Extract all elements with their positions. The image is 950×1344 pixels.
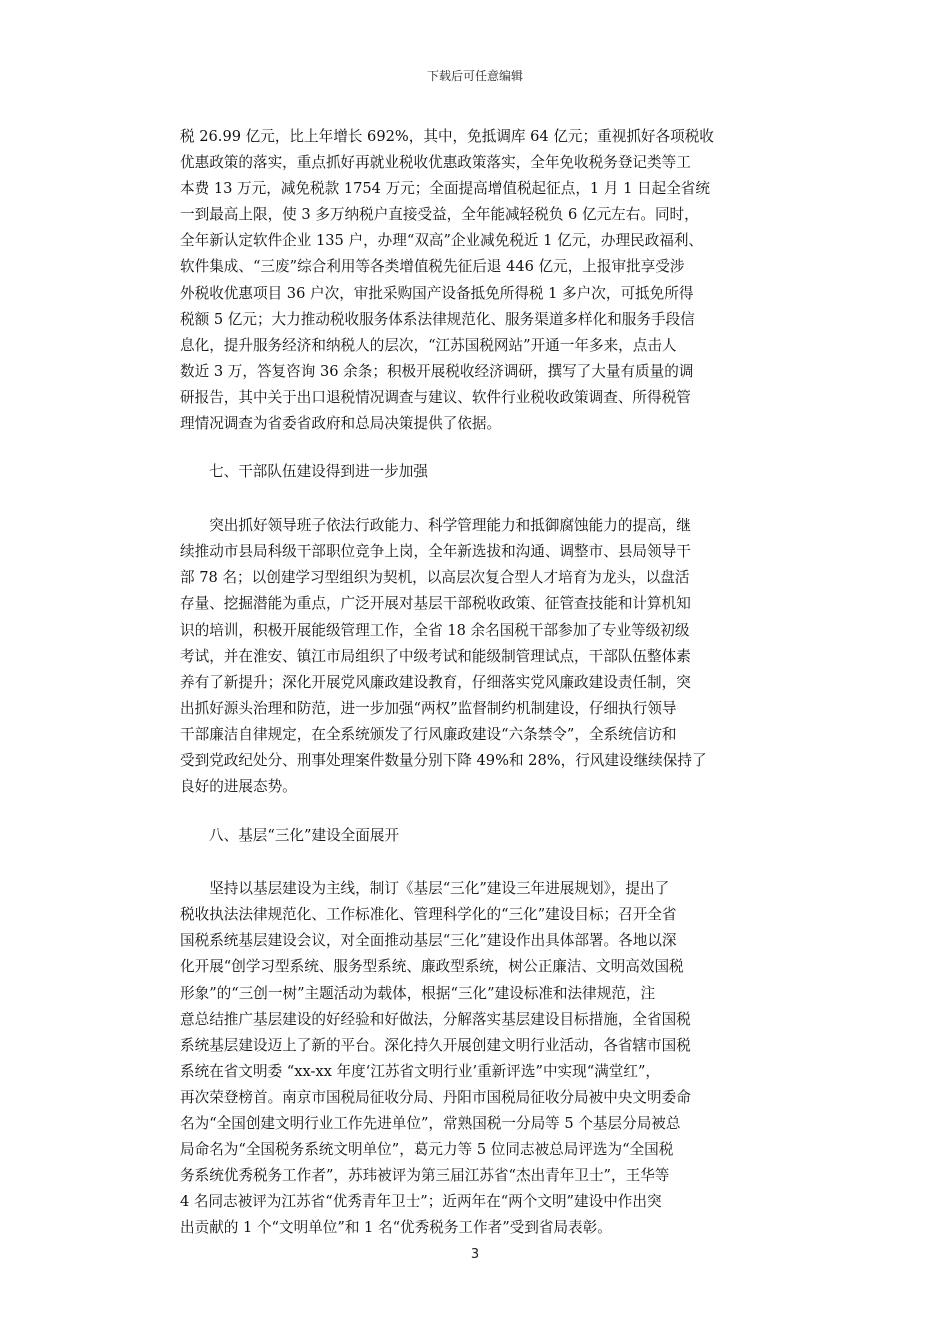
paragraph-line: 良好的进展态势。: [180, 778, 297, 796]
paragraph-line: 出贡献的 1 个“文明单位”和 1 名“优秀税务工作者”受到省局表彰。: [180, 1219, 612, 1237]
paragraph-line: 国税系统基层建设会议，对全面推动基层“三化”建设作出具体部署。各地以深: [180, 932, 677, 950]
paragraph-line: 再次荣登榜首。南京市国税局征收分局、丹阳市国税局征收分局被中央文明委命: [180, 1088, 691, 1106]
paragraph-cadre-team: [180, 513, 780, 800]
paragraph-line: 出抓好源头治理和防范，进一步加强“两权”监督制约机制建设，仔细执行领导: [180, 699, 677, 717]
paragraph-line: 本费 13 万元，减免税款 1754 万元；全面提高增值税起征点，1 月 1 日起全省统: [180, 180, 710, 198]
paragraph-line: 务系统优秀税务工作者”，苏玮被评为第三届江苏省“杰出青年卫士”，王华等: [180, 1167, 670, 1185]
paragraph-line: 数近 3 万，答复咨询 36 余条；积极开展税收经济调研，撰写了大量有质量的调: [180, 362, 694, 380]
paragraph-line: 化开展“创学习型系统、服务型系统、廉政型系统，树公正廉洁、文明高效国税: [180, 958, 684, 976]
paragraph-line: 软件集成、“三废”综合利用等各类增值税先征后退 446 亿元，上报审批享受涉: [180, 258, 685, 276]
paragraph-line: 存量、挖掘潜能为重点，广泛开展对基层干部税收政策、征管查技能和计算机知: [180, 595, 691, 613]
paragraph-line: 优惠政策的落实，重点抓好再就业税收优惠政策落实，全年免收税务登记类等工: [180, 154, 691, 172]
paragraph-line: 突出抓好领导班子依法行政能力、科学管理能力和抵御腐蚀能力的提高，继: [180, 517, 691, 535]
paragraph-line: 识的培训，积极开展能级管理工作，全省 18 余名国税干部参加了专业等级初级: [180, 621, 690, 639]
paragraph-line: 系统在省文明委 “xx-xx 年度‘江苏省文明行业’重新评选”中实现“满堂红”，: [180, 1062, 661, 1080]
paragraph-line: 意总结推广基层建设的好经验和好做法，分解落实基层建设目标措施，全省国税: [180, 1010, 691, 1028]
paragraph-line: 干部廉洁自律规定，在全系统颁发了行风廉政建设“六条禁令”，全系统信访和: [180, 725, 677, 743]
paragraph-line: 税 26.99 亿元，比上年增长 692%，其中，免抵调库 64 亿元；重视抓好各项税收: [180, 128, 714, 145]
paragraph-line: 养有了新提升；深化开展党风廉政建设教育，仔细落实党风廉政建设责任制，突: [180, 673, 691, 691]
paragraph-line: 名为“全国创建文明行业工作先进单位”，常熟国税一分局等 5 个基层分局被总: [180, 1115, 681, 1132]
paragraph-line: 坚持以基层建设为主线，制订《基层“三化”建设三年进展规划》，提出了: [180, 880, 670, 898]
paragraph-line: 理情况调查为省委省政府和总局决策提供了依据。: [180, 415, 502, 433]
paragraph-line: 续推动市县局科级干部职位竞争上岗，全年新选拔和沟通、调整市、县局领导干: [180, 543, 691, 561]
paragraph-line: 形象”的“三创一树”主题活动为载体，根据“三化”建设标准和法律规范，注: [180, 984, 656, 1002]
paragraph-tax-policy: [180, 124, 780, 437]
paragraph-line: 税额 5 亿元；大力推动税收服务体系法律规范化、服务渠道多样化和服务手段信: [180, 310, 695, 328]
page-header-note: 下载后可任意编辑: [426, 69, 523, 83]
paragraph-grassroots: [180, 876, 780, 1241]
paragraph-line: 一到最高上限，使 3 多万纳税户直接受益，全年能减轻税负 6 亿元左右。同时，: [180, 206, 699, 224]
document-body: [180, 124, 780, 1241]
paragraph-line: 息化，提升服务经济和纳税人的层次，“江苏国税网站”开通一年多来，点击人: [180, 336, 677, 354]
paragraph-line: 研报告，其中关于出口退税情况调查与建议、软件行业税收政策调查、所得税管: [180, 388, 691, 406]
paragraph-line: 全年新认定软件企业 135 户，办理“双高”企业减免税近 1 亿元，办理民政福利、: [180, 232, 704, 250]
paragraph-line: 4 名同志被评为江苏省“优秀青年卫士”；近两年在“两个文明”建设中作出突: [180, 1193, 662, 1211]
paragraph-line: 部 78 名；以创建学习型组织为契机，以高层次复合型人才培育为龙头，以盘活: [180, 569, 690, 587]
paragraph-line: 受到党政纪处分、刑事处理案件数量分别下降 49%和 28%，行风建设继续保持了: [180, 751, 707, 769]
paragraph-line: 考试，并在淮安、镇江市局组织了中级考试和能级制管理试点，干部队伍整体素: [180, 647, 691, 665]
section-heading-seven: 七、干部队伍建设得到进一步加强: [209, 463, 428, 481]
section-heading-eight: 八、基层“三化”建设全面展开: [209, 827, 400, 845]
paragraph-line: 局命名为“全国税务系统文明单位”，葛元力等 5 位同志被总局评选为“全国税: [180, 1141, 674, 1159]
paragraph-line: 系统基层建设迈上了新的平台。深化持久开展创建文明行业活动，各省辖市国税: [180, 1036, 691, 1054]
paragraph-line: 外税收优惠项目 36 户次，审批采购国产设备抵免所得税 1 多户次，可抵免所得: [180, 284, 694, 302]
paragraph-line: 税收执法法律规范化、工作标准化、管理科学化的“三化”建设目标；召开全省: [180, 906, 677, 924]
page-number: 3: [470, 1247, 480, 1262]
